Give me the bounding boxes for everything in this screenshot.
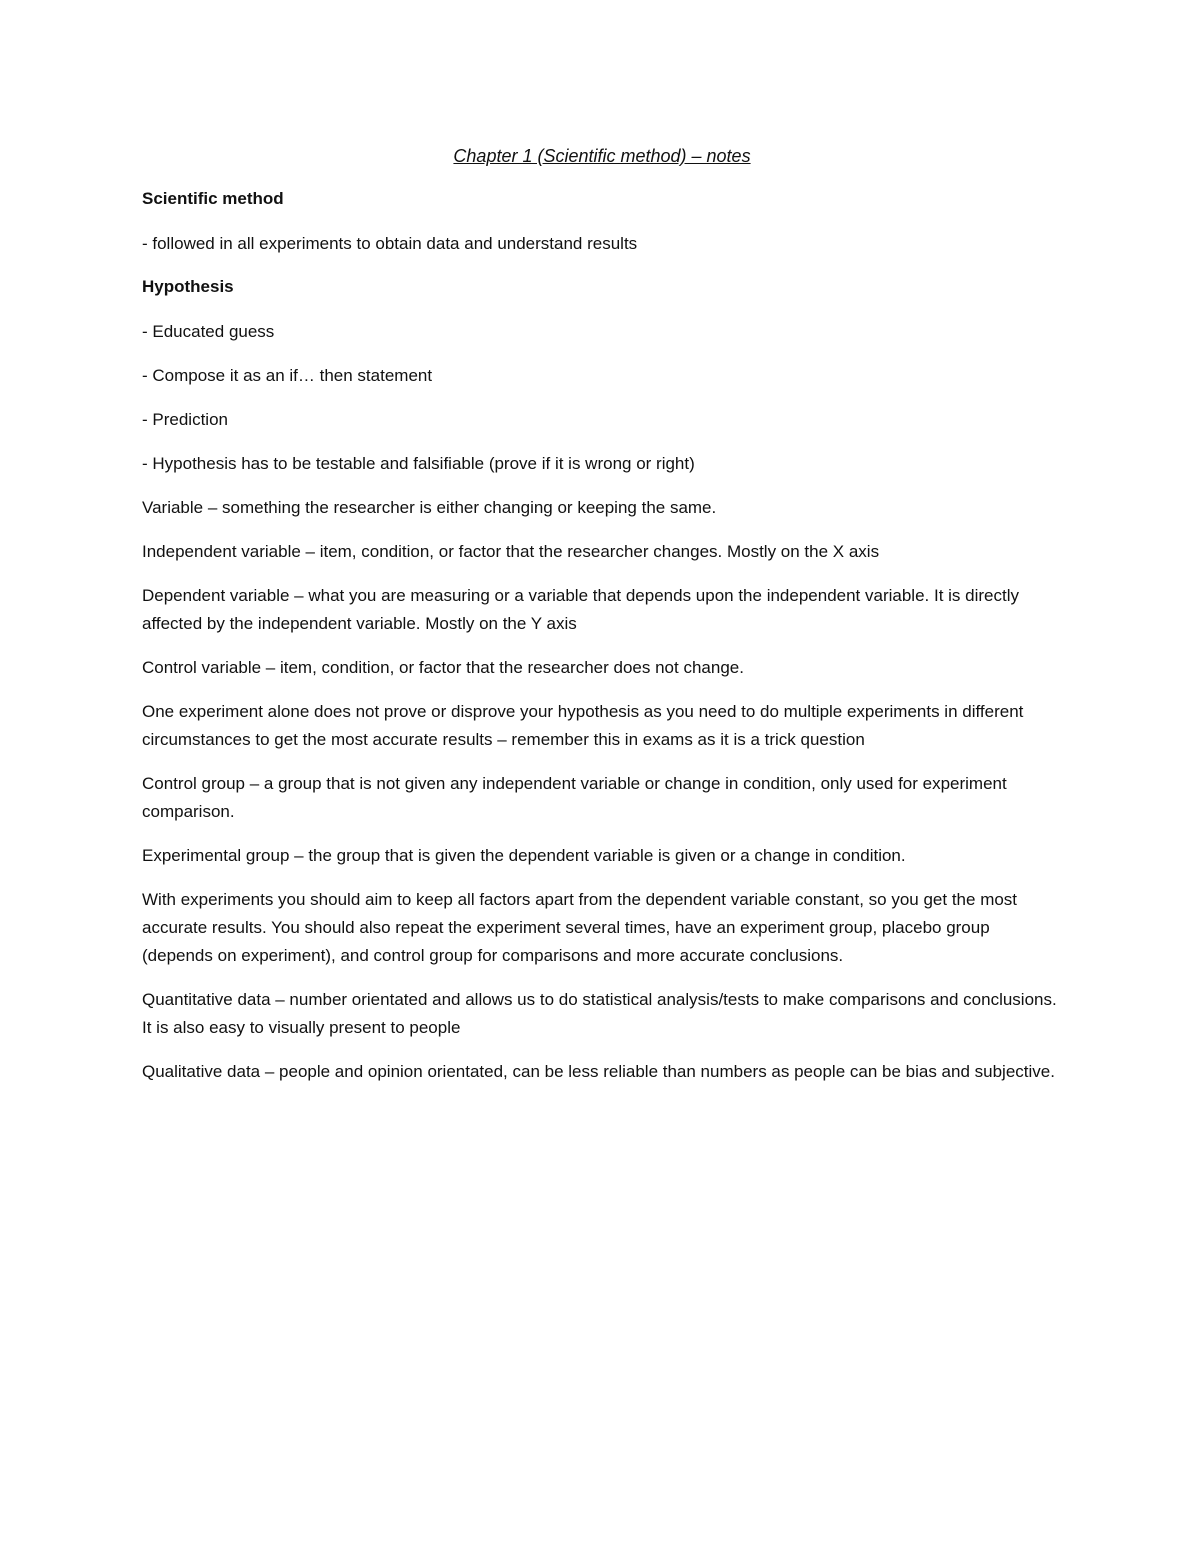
note-multiple-experiments: One experiment alone does not prove or disprove your hypothesis as you need to do multiple experiments in different circumstances to get the most accurate results – remember this in exams as it is a trick question — [142, 702, 1024, 749]
definition-independent-variable: Independent variable – item, condition, or factor that the researcher changes. Mostly on the X axis — [142, 542, 880, 561]
definition-control-variable: Control variable – item, condition, or factor that the researcher does not change. — [142, 658, 744, 677]
scientific-method-point: - followed in all experiments to obtain data and understand results — [142, 234, 638, 253]
section-heading-scientific-method: Scientific method — [142, 189, 284, 208]
page-title: Chapter 1 (Scientific method) – notes — [453, 146, 751, 166]
definition-variable: Variable – something the researcher is either changing or keeping the same. — [142, 498, 717, 517]
hypothesis-point: - Hypothesis has to be testable and falsifiable (prove if it is wrong or right) — [142, 454, 695, 473]
definition-experimental-group: Experimental group – the group that is given the dependent variable is given or a change in condition. — [142, 846, 906, 865]
hypothesis-point: - Educated guess — [142, 322, 275, 341]
hypothesis-point: - Compose it as an if… then statement — [142, 366, 433, 385]
definition-qualitative-data: Qualitative data – people and opinion orientated, can be less reliable than numbers as people can be bias and subjective. — [142, 1062, 1055, 1081]
section-heading-hypothesis: Hypothesis — [142, 277, 234, 296]
hypothesis-point: - Prediction — [142, 410, 228, 429]
definition-quantitative-data: Quantitative data – number orientated and allows us to do statistical analysis/tests to make comparisons and conclusions. It is also easy to visually present to people — [142, 990, 1057, 1037]
definition-control-group: Control group – a group that is not given any independent variable or change in condition, only used for experiment comparison. — [142, 774, 1007, 821]
document-content — [142, 143, 1062, 1102]
note-experiment-design: With experiments you should aim to keep all factors apart from the dependent variable constant, so you get the most accurate results. You should also repeat the experiment several times, have an experiment group, placebo group (depends on experiment), and control group for comparisons and more accurate conclusions. — [142, 890, 1018, 965]
definition-dependent-variable: Dependent variable – what you are measuring or a variable that depends upon the independent variable. It is directly affected by the independent variable. Mostly on the Y axis — [142, 586, 1020, 633]
